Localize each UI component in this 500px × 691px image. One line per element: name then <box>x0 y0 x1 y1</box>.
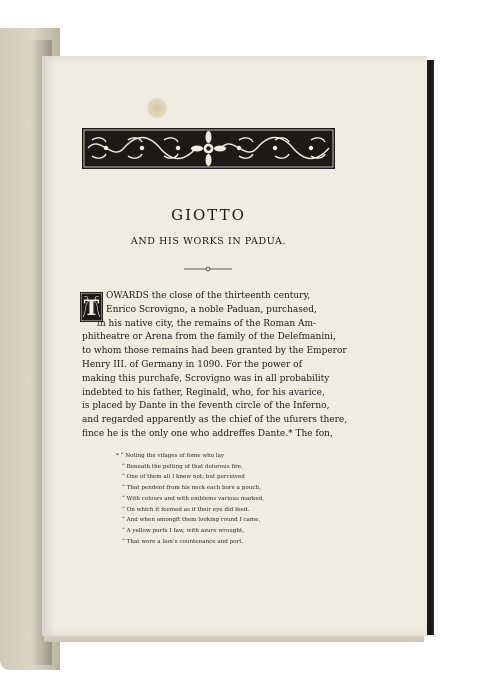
foxing-stain <box>147 98 167 118</box>
drop-cap-letter: T <box>83 295 100 320</box>
footnote-line: * “ Noting the vifages of fome who lay <box>116 453 225 459</box>
footnote-line: “ One of them all I knew not; but perceived <box>122 474 245 481</box>
section-divider-icon <box>184 266 232 272</box>
body-line: Henry III. of Germany in 1090. For the power of <box>82 359 302 370</box>
body-line: is placed by Dante in the feventh circle of the Inferno, <box>82 401 330 412</box>
footnote-line: “ Beneath the pelting of that dolorous fire, <box>122 463 243 470</box>
body-paragraph <box>82 290 348 442</box>
footnote-verse <box>116 451 346 547</box>
footnote-line: “ That wore a lion’s countenance and port. <box>122 538 244 545</box>
body-line: making this purchafe, Scrovigno was in all probability <box>82 373 330 384</box>
body-line: in his native city, the remains of the Roman Am- <box>97 318 317 329</box>
footnote-line: “ With colours and with emblems various marked, <box>122 495 264 502</box>
body-line: indebted to his father, Reginald, who, for his avarice, <box>82 387 325 398</box>
page-edges <box>44 636 424 642</box>
page-subtitle: AND HIS WORKS IN PADUA. <box>130 236 287 247</box>
body-line: and regarded apparently as the chief of the ufurers there, <box>82 415 348 426</box>
body-line: fince he is the only one who addreffes Dante.* The fon, <box>82 428 333 439</box>
body-line: OWARDS the close of the thirteenth century, <box>106 291 311 301</box>
body-line: Enrico Scrovigno, a noble Paduan, purchased, <box>106 304 317 315</box>
ornamental-header-band-icon <box>82 128 335 169</box>
page-title: GIOTTO <box>171 206 246 224</box>
footnote-line: “ On which it feemed as if their eye did feed. <box>122 506 250 513</box>
footnote-line: “ And when amongft them looking round I came, <box>122 517 261 524</box>
footnote-line: “ That pendent from his neck each bore a pouch, <box>122 485 261 492</box>
footnote-line: “ A yellow purfe I faw, with azure wrought, <box>122 527 245 534</box>
body-line: to whom those remains had been granted by the Emperor <box>82 346 347 357</box>
body-line: phitheatre or Arena from the family of the Delefmanini, <box>82 332 336 343</box>
